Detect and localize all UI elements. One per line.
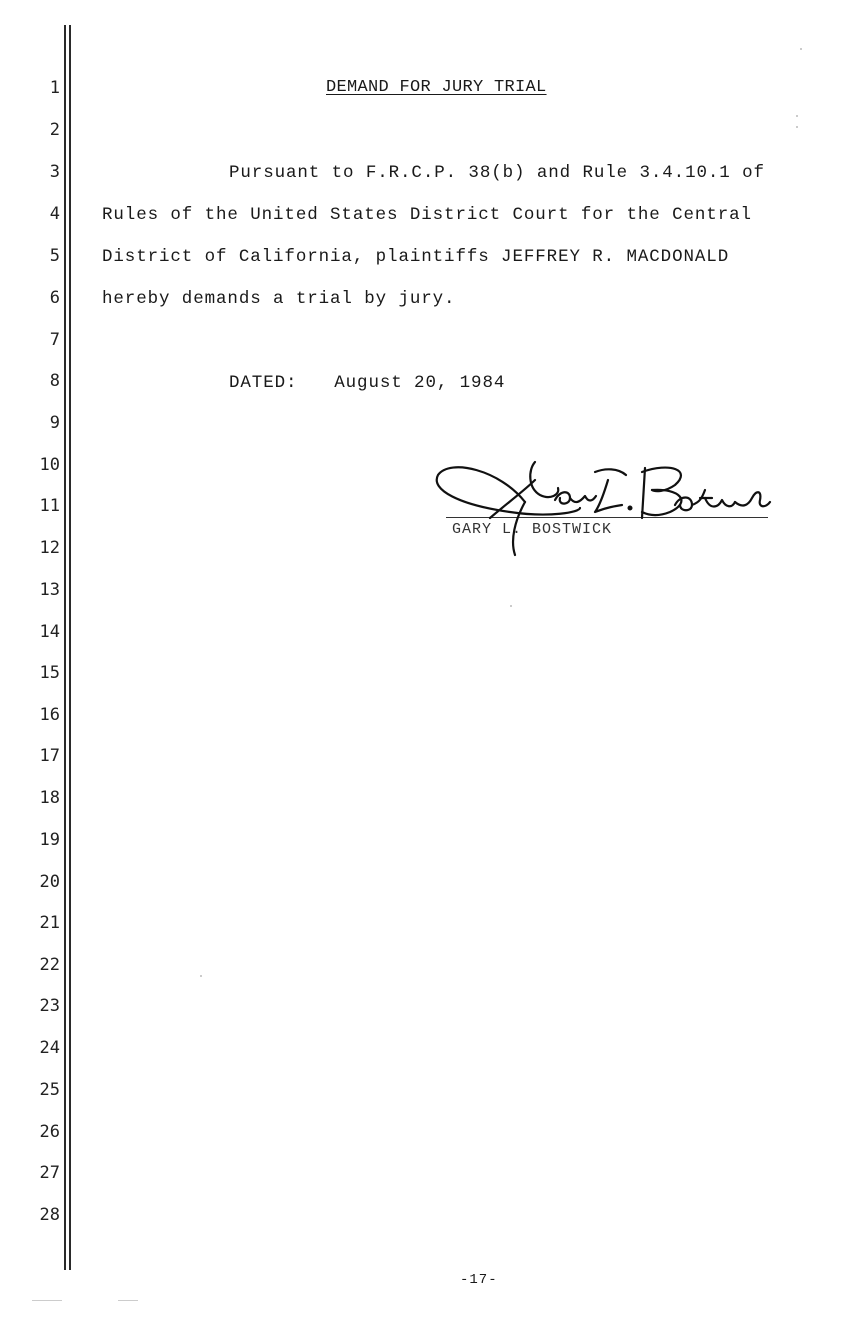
line-number: 3 [49, 162, 60, 182]
scan-speck [800, 48, 802, 50]
line-number: 19 [39, 830, 60, 850]
dated-value: August 20, 1984 [334, 373, 506, 393]
line-number: 2 [49, 120, 60, 140]
line-number: 5 [49, 246, 60, 266]
handwritten-signature [430, 450, 780, 565]
line-number: 21 [39, 913, 60, 933]
line-number: 7 [49, 330, 60, 350]
paragraph-line-3: District of California, plaintiffs JEFFREY R. MACDONALD [102, 247, 730, 267]
page-number: -17- [460, 1272, 498, 1288]
line-number: 27 [39, 1163, 60, 1183]
margin-rule-left [64, 25, 66, 1270]
line-number: 23 [39, 996, 60, 1016]
scan-mark [32, 1300, 62, 1301]
line-number: 18 [39, 788, 60, 808]
line-number: 28 [39, 1205, 60, 1225]
line-number: 16 [39, 705, 60, 725]
line-number: 8 [49, 371, 60, 391]
line-number: 12 [39, 538, 60, 558]
signer-name: GARY L. BOSTWICK [452, 521, 613, 538]
line-number-column [0, 0, 60, 1326]
line-number: 22 [39, 955, 60, 975]
line-number: 9 [49, 413, 60, 433]
scan-speck [200, 975, 202, 977]
scan-speck [796, 126, 798, 128]
line-number: 14 [39, 622, 60, 642]
scan-speck [796, 115, 798, 117]
line-number: 15 [39, 663, 60, 683]
dated-line [229, 372, 505, 394]
line-number: 10 [39, 455, 60, 475]
scan-speck [510, 605, 512, 607]
document-title: DEMAND FOR JURY TRIAL [326, 78, 547, 97]
line-number: 13 [39, 580, 60, 600]
paragraph-line-1: Pursuant to F.R.C.P. 38(b) and Rule 3.4.10.1 of [229, 163, 765, 183]
line-number: 6 [49, 288, 60, 308]
line-number: 17 [39, 746, 60, 766]
margin-rule-right [69, 25, 71, 1270]
line-number: 24 [39, 1038, 60, 1058]
line-number: 1 [49, 78, 60, 98]
line-number: 25 [39, 1080, 60, 1100]
line-number: 11 [39, 496, 60, 516]
paragraph-line-4: hereby demands a trial by jury. [102, 289, 456, 309]
line-number: 26 [39, 1122, 60, 1142]
dated-label: DATED: [229, 373, 298, 393]
scan-mark [118, 1300, 138, 1301]
line-number: 4 [49, 204, 60, 224]
line-number: 20 [39, 872, 60, 892]
paragraph-line-2: Rules of the United States District Court for the Central [102, 205, 752, 225]
